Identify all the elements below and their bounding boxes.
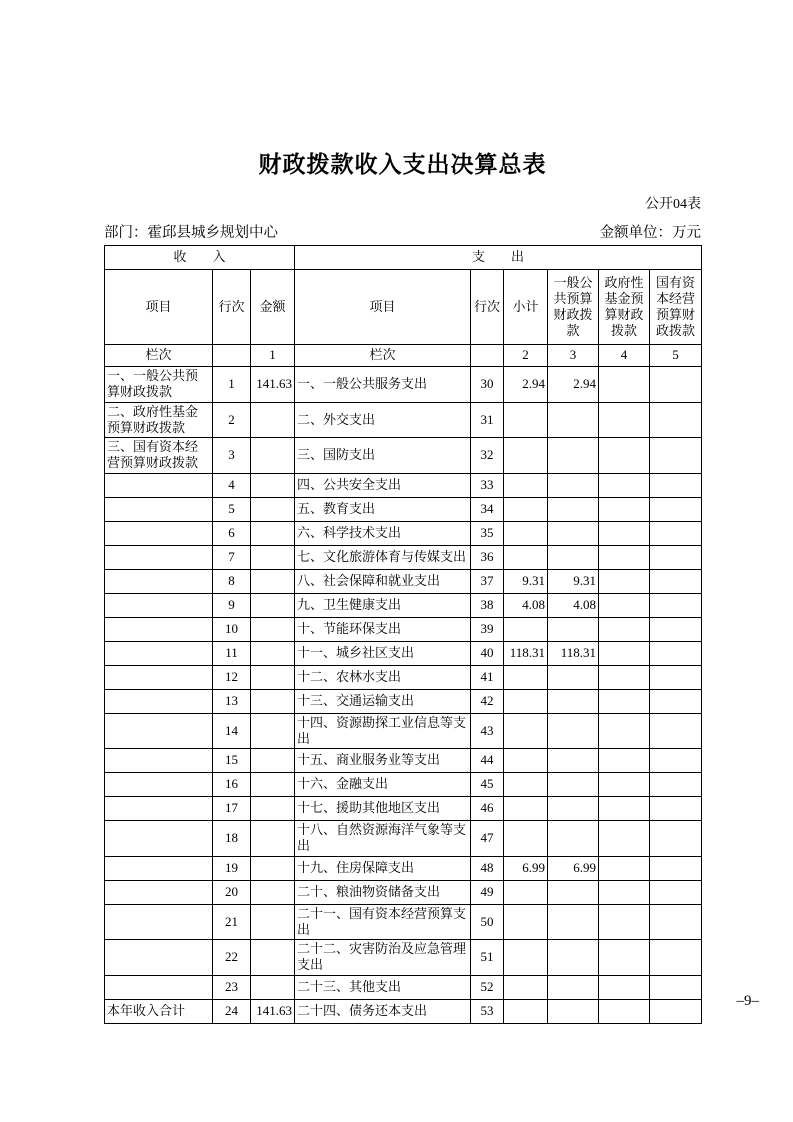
table-row <box>105 438 702 474</box>
cell-exp-gov-fund <box>599 473 650 497</box>
cell-income-amount: 141.63 <box>251 999 295 1023</box>
table-row <box>105 521 702 545</box>
cell-income-item <box>105 856 213 880</box>
cell-income-line: 9 <box>213 593 251 617</box>
cell-income-amount <box>251 940 295 976</box>
cell-exp-general <box>548 617 599 641</box>
table-row <box>105 713 702 749</box>
cell-income-item <box>105 797 213 821</box>
cell-income-line: 21 <box>213 904 251 940</box>
cell-income-amount <box>251 593 295 617</box>
table-row <box>105 880 702 904</box>
cell-exp-state-capital <box>650 641 702 665</box>
column-header-row <box>105 270 702 345</box>
cell-exp-subtotal <box>504 880 548 904</box>
cell-exp-state-capital <box>650 749 702 773</box>
cell-exp-line: 46 <box>471 797 504 821</box>
cell-income-amount <box>251 665 295 689</box>
cell-exp-subtotal: 118.31 <box>504 641 548 665</box>
page-number: –9– <box>736 993 759 1009</box>
cell-exp-gov-fund <box>599 856 650 880</box>
cell-exp-gov-fund <box>599 641 650 665</box>
cell-exp-general <box>548 473 599 497</box>
cell-income-line: 19 <box>213 856 251 880</box>
department-label: 部门：霍邱县城乡规划中心 <box>104 225 278 241</box>
cell-exp-general <box>548 773 599 797</box>
cell-income-line: 24 <box>213 999 251 1023</box>
cell-exp-line: 41 <box>471 665 504 689</box>
cell-exp-line: 40 <box>471 641 504 665</box>
cell-exp-subtotal <box>504 689 548 713</box>
cell-exp-line: 51 <box>471 940 504 976</box>
cell-exp-subtotal <box>504 402 548 438</box>
cell-income-line: 18 <box>213 821 251 857</box>
cell-exp-gov-fund <box>599 665 650 689</box>
cell-exp-subtotal <box>504 749 548 773</box>
cell-exp-item: 十八、自然资源海洋气象等支出 <box>295 821 471 857</box>
col-header-exp-state-capital: 国有资本经营预算财政拨款 <box>650 270 702 345</box>
cell-income-amount <box>251 473 295 497</box>
cell-exp-gov-fund <box>599 821 650 857</box>
cell-exp-subtotal <box>504 617 548 641</box>
cell-income-amount <box>251 880 295 904</box>
cell-exp-state-capital <box>650 593 702 617</box>
table-row <box>105 569 702 593</box>
cell-exp-item: 七、文化旅游体育与传媒支出 <box>295 545 471 569</box>
cell-exp-general: 6.99 <box>548 856 599 880</box>
cell-exp-state-capital <box>650 821 702 857</box>
table-row <box>105 821 702 857</box>
cell-exp-subtotal <box>504 821 548 857</box>
cell-exp-general <box>548 521 599 545</box>
cell-exp-item: 九、卫生健康支出 <box>295 593 471 617</box>
cell-exp-state-capital <box>650 367 702 403</box>
cell-exp-gov-fund <box>599 617 650 641</box>
col-header-exp-line: 行次 <box>471 270 504 345</box>
cell-exp-gov-fund <box>599 521 650 545</box>
cell-income-amount <box>251 617 295 641</box>
cell-exp-item: 十九、住房保障支出 <box>295 856 471 880</box>
cell-exp-line: 49 <box>471 880 504 904</box>
index-exp-state-capital: 5 <box>650 345 702 367</box>
cell-exp-general <box>548 821 599 857</box>
cell-income-line: 15 <box>213 749 251 773</box>
cell-exp-gov-fund <box>599 713 650 749</box>
cell-exp-state-capital <box>650 856 702 880</box>
cell-exp-line: 32 <box>471 438 504 474</box>
table-body <box>105 367 702 1024</box>
cell-exp-gov-fund <box>599 880 650 904</box>
table-row <box>105 367 702 403</box>
cell-exp-item: 二、外交支出 <box>295 402 471 438</box>
cell-income-item <box>105 713 213 749</box>
section-header-row <box>105 246 702 270</box>
cell-exp-general <box>548 880 599 904</box>
cell-exp-line: 50 <box>471 904 504 940</box>
expenditure-section-header: 支 出 <box>295 246 702 270</box>
table-row <box>105 999 702 1023</box>
cell-exp-item: 十一、城乡社区支出 <box>295 641 471 665</box>
meta-row <box>104 221 701 242</box>
cell-exp-subtotal: 4.08 <box>504 593 548 617</box>
table-row <box>105 665 702 689</box>
cell-income-item <box>105 569 213 593</box>
cell-exp-state-capital <box>650 999 702 1023</box>
cell-exp-line: 48 <box>471 856 504 880</box>
cell-exp-general <box>548 438 599 474</box>
col-header-exp-general: 一般公共预算财政拨款 <box>548 270 599 345</box>
cell-income-item <box>105 975 213 999</box>
cell-income-item <box>105 749 213 773</box>
cell-exp-line: 36 <box>471 545 504 569</box>
cell-exp-subtotal <box>504 940 548 976</box>
cell-income-amount <box>251 689 295 713</box>
cell-income-line: 4 <box>213 473 251 497</box>
cell-income-line: 12 <box>213 665 251 689</box>
cell-exp-item: 八、社会保障和就业支出 <box>295 569 471 593</box>
cell-exp-general <box>548 749 599 773</box>
cell-exp-state-capital <box>650 497 702 521</box>
cell-income-amount <box>251 641 295 665</box>
table-row <box>105 749 702 773</box>
cell-exp-line: 38 <box>471 593 504 617</box>
cell-income-line: 17 <box>213 797 251 821</box>
cell-exp-subtotal <box>504 904 548 940</box>
cell-exp-state-capital <box>650 473 702 497</box>
table-row <box>105 617 702 641</box>
cell-exp-line: 45 <box>471 773 504 797</box>
cell-exp-gov-fund <box>599 975 650 999</box>
cell-income-item <box>105 545 213 569</box>
cell-exp-subtotal <box>504 773 548 797</box>
cell-income-amount <box>251 797 295 821</box>
cell-exp-item: 十二、农林水支出 <box>295 665 471 689</box>
cell-exp-general <box>548 940 599 976</box>
index-income-amount: 1 <box>251 345 295 367</box>
cell-exp-state-capital <box>650 665 702 689</box>
cell-exp-gov-fund <box>599 797 650 821</box>
cell-income-line: 14 <box>213 713 251 749</box>
cell-income-item <box>105 904 213 940</box>
index-income-line <box>213 345 251 367</box>
index-exp-subtotal: 2 <box>504 345 548 367</box>
cell-exp-item: 二十、粮油物资储备支出 <box>295 880 471 904</box>
cell-exp-subtotal <box>504 665 548 689</box>
cell-income-amount <box>251 521 295 545</box>
cell-exp-gov-fund <box>599 904 650 940</box>
cell-income-line: 13 <box>213 689 251 713</box>
cell-exp-general <box>548 402 599 438</box>
cell-exp-subtotal <box>504 438 548 474</box>
cell-income-item <box>105 940 213 976</box>
cell-exp-line: 31 <box>471 402 504 438</box>
cell-exp-gov-fund <box>599 999 650 1023</box>
col-header-exp-subtotal: 小计 <box>504 270 548 345</box>
cell-exp-item: 二十三、其他支出 <box>295 975 471 999</box>
table-row <box>105 940 702 976</box>
cell-exp-item: 五、教育支出 <box>295 497 471 521</box>
cell-income-amount <box>251 402 295 438</box>
col-header-income-amount: 金额 <box>251 270 295 345</box>
cell-exp-gov-fund <box>599 593 650 617</box>
cell-exp-gov-fund <box>599 438 650 474</box>
cell-exp-state-capital <box>650 880 702 904</box>
cell-exp-item: 十三、交通运输支出 <box>295 689 471 713</box>
cell-income-amount <box>251 975 295 999</box>
unit-label: 金额单位：万元 <box>599 225 701 241</box>
cell-exp-state-capital <box>650 545 702 569</box>
page-title: 财政拨款收入支出决算总表 <box>258 152 547 177</box>
cell-exp-gov-fund <box>599 773 650 797</box>
col-header-exp-gov-fund: 政府性基金预算财政拨款 <box>599 270 650 345</box>
cell-exp-subtotal: 6.99 <box>504 856 548 880</box>
cell-income-line: 11 <box>213 641 251 665</box>
cell-income-amount <box>251 713 295 749</box>
cell-exp-subtotal: 2.94 <box>504 367 548 403</box>
cell-exp-subtotal <box>504 545 548 569</box>
table-row <box>105 545 702 569</box>
cell-exp-item: 十六、金融支出 <box>295 773 471 797</box>
cell-income-item: 一、一般公共预算财政拨款 <box>105 367 213 403</box>
column-index-row <box>105 345 702 367</box>
cell-exp-line: 34 <box>471 497 504 521</box>
cell-income-line: 10 <box>213 617 251 641</box>
document-page <box>104 0 701 1024</box>
cell-income-item: 本年收入合计 <box>105 999 213 1023</box>
table-row <box>105 689 702 713</box>
cell-exp-gov-fund <box>599 569 650 593</box>
cell-exp-line: 35 <box>471 521 504 545</box>
cell-exp-subtotal <box>504 999 548 1023</box>
cell-exp-state-capital <box>650 713 702 749</box>
index-exp-label: 栏次 <box>295 345 471 367</box>
cell-income-amount: 141.63 <box>251 367 295 403</box>
cell-exp-item: 十、节能环保支出 <box>295 617 471 641</box>
cell-income-item <box>105 689 213 713</box>
cell-exp-gov-fund <box>599 402 650 438</box>
index-exp-general: 3 <box>548 345 599 367</box>
cell-exp-general <box>548 545 599 569</box>
cell-exp-line: 47 <box>471 821 504 857</box>
cell-exp-general <box>548 665 599 689</box>
cell-exp-item: 一、一般公共服务支出 <box>295 367 471 403</box>
cell-exp-line: 52 <box>471 975 504 999</box>
cell-income-item <box>105 521 213 545</box>
cell-income-line: 2 <box>213 402 251 438</box>
cell-exp-state-capital <box>650 689 702 713</box>
cell-exp-item: 三、国防支出 <box>295 438 471 474</box>
cell-exp-gov-fund <box>599 749 650 773</box>
cell-exp-state-capital <box>650 975 702 999</box>
cell-income-item <box>105 665 213 689</box>
cell-income-item <box>105 821 213 857</box>
cell-income-amount <box>251 497 295 521</box>
cell-exp-general <box>548 999 599 1023</box>
cell-exp-item: 十四、资源勘探工业信息等支出 <box>295 713 471 749</box>
cell-exp-item: 十七、援助其他地区支出 <box>295 797 471 821</box>
table-row <box>105 904 702 940</box>
cell-income-item <box>105 880 213 904</box>
budget-table <box>104 245 702 1024</box>
cell-exp-item: 二十一、国有资本经营预算支出 <box>295 904 471 940</box>
cell-exp-general <box>548 497 599 521</box>
cell-income-item: 三、国有资本经营预算财政拨款 <box>105 438 213 474</box>
cell-exp-item: 二十二、灾害防治及应急管理支出 <box>295 940 471 976</box>
cell-income-line: 1 <box>213 367 251 403</box>
cell-exp-line: 30 <box>471 367 504 403</box>
cell-exp-state-capital <box>650 569 702 593</box>
cell-income-item: 二、政府性基金预算财政拨款 <box>105 402 213 438</box>
cell-income-item <box>105 617 213 641</box>
table-row <box>105 797 702 821</box>
cell-income-item <box>105 473 213 497</box>
cell-income-line: 20 <box>213 880 251 904</box>
index-exp-gov-fund: 4 <box>599 345 650 367</box>
cell-income-line: 22 <box>213 940 251 976</box>
table-row <box>105 856 702 880</box>
cell-income-line: 23 <box>213 975 251 999</box>
cell-income-amount <box>251 569 295 593</box>
cell-income-amount <box>251 856 295 880</box>
cell-exp-gov-fund <box>599 940 650 976</box>
table-row <box>105 473 702 497</box>
col-header-exp-item: 项目 <box>295 270 471 345</box>
cell-exp-state-capital <box>650 904 702 940</box>
cell-exp-state-capital <box>650 402 702 438</box>
cell-income-amount <box>251 545 295 569</box>
cell-exp-general: 2.94 <box>548 367 599 403</box>
index-exp-line <box>471 345 504 367</box>
cell-income-amount <box>251 438 295 474</box>
cell-exp-subtotal <box>504 797 548 821</box>
cell-income-line: 7 <box>213 545 251 569</box>
cell-income-amount <box>251 821 295 857</box>
cell-income-item <box>105 593 213 617</box>
col-header-income-line: 行次 <box>213 270 251 345</box>
table-row <box>105 497 702 521</box>
index-income-label: 栏次 <box>105 345 213 367</box>
cell-exp-item: 二十四、债务还本支出 <box>295 999 471 1023</box>
cell-exp-subtotal <box>504 521 548 545</box>
cell-exp-general <box>548 904 599 940</box>
cell-exp-general: 4.08 <box>548 593 599 617</box>
table-code-label: 公开04表 <box>645 197 701 212</box>
cell-income-item <box>105 773 213 797</box>
cell-income-amount <box>251 749 295 773</box>
cell-exp-state-capital <box>650 797 702 821</box>
cell-exp-subtotal <box>504 975 548 999</box>
cell-exp-general <box>548 713 599 749</box>
cell-income-line: 8 <box>213 569 251 593</box>
table-row <box>105 641 702 665</box>
cell-exp-state-capital <box>650 617 702 641</box>
cell-exp-gov-fund <box>599 367 650 403</box>
cell-income-item <box>105 641 213 665</box>
cell-exp-subtotal <box>504 713 548 749</box>
cell-exp-line: 42 <box>471 689 504 713</box>
cell-exp-gov-fund <box>599 689 650 713</box>
cell-income-item <box>105 497 213 521</box>
cell-income-line: 3 <box>213 438 251 474</box>
income-section-header: 收 入 <box>105 246 295 270</box>
col-header-income-item: 项目 <box>105 270 213 345</box>
cell-exp-state-capital <box>650 521 702 545</box>
cell-exp-item: 六、科学技术支出 <box>295 521 471 545</box>
cell-exp-line: 43 <box>471 713 504 749</box>
cell-exp-general: 9.31 <box>548 569 599 593</box>
table-row <box>105 402 702 438</box>
cell-exp-item: 四、公共安全支出 <box>295 473 471 497</box>
cell-exp-line: 44 <box>471 749 504 773</box>
cell-income-line: 16 <box>213 773 251 797</box>
cell-exp-state-capital <box>650 438 702 474</box>
cell-exp-general: 118.31 <box>548 641 599 665</box>
table-row <box>105 975 702 999</box>
cell-exp-state-capital <box>650 940 702 976</box>
cell-exp-subtotal <box>504 497 548 521</box>
cell-exp-line: 37 <box>471 569 504 593</box>
cell-exp-general <box>548 975 599 999</box>
cell-income-line: 6 <box>213 521 251 545</box>
cell-income-amount <box>251 773 295 797</box>
cell-exp-general <box>548 797 599 821</box>
cell-exp-gov-fund <box>599 545 650 569</box>
cell-exp-general <box>548 689 599 713</box>
table-row <box>105 773 702 797</box>
table-row <box>105 593 702 617</box>
cell-exp-line: 39 <box>471 617 504 641</box>
cell-exp-subtotal: 9.31 <box>504 569 548 593</box>
cell-exp-gov-fund <box>599 497 650 521</box>
cell-income-line: 5 <box>213 497 251 521</box>
cell-income-amount <box>251 904 295 940</box>
cell-exp-line: 33 <box>471 473 504 497</box>
cell-exp-state-capital <box>650 773 702 797</box>
cell-exp-subtotal <box>504 473 548 497</box>
cell-exp-line: 53 <box>471 999 504 1023</box>
cell-exp-item: 十五、商业服务业等支出 <box>295 749 471 773</box>
